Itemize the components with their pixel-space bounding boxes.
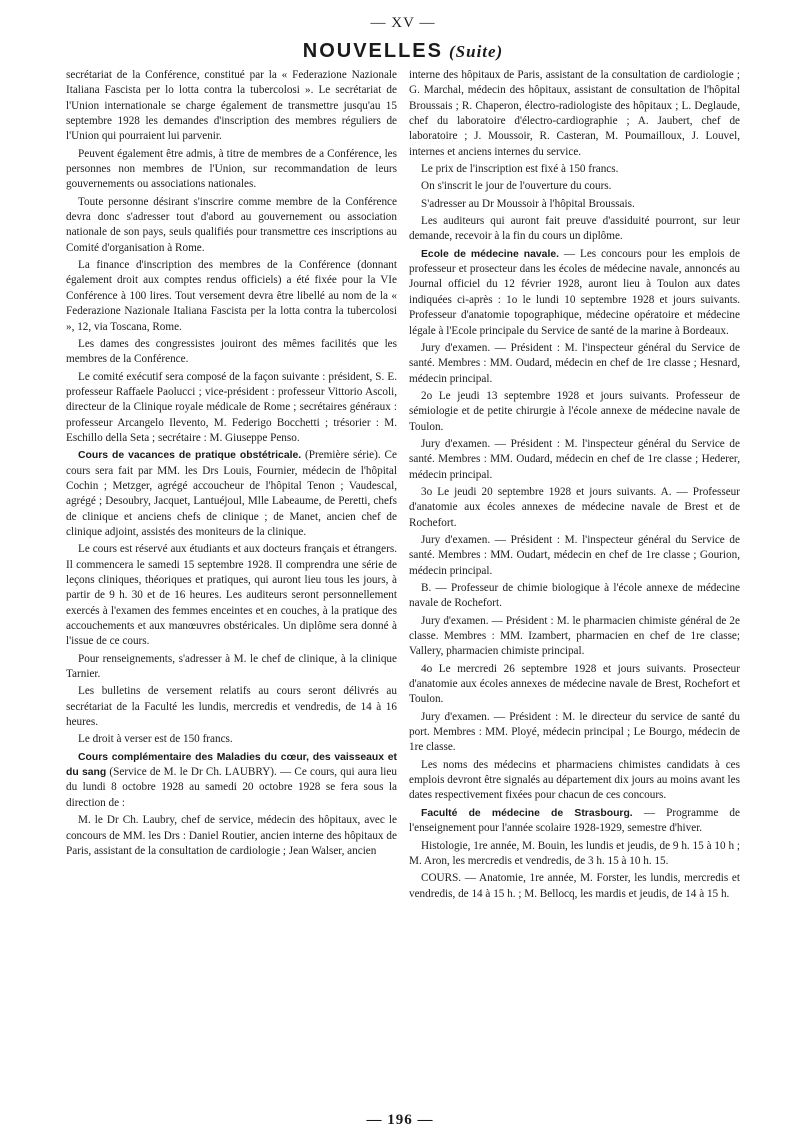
running-header: — XV — [370, 15, 436, 31]
paragraph [409, 179, 740, 194]
paragraph-text: Jury d'examen. — Président : M. l'inspecteur général du Service de santé. Membres : MM. Oudard, médecin en chef de 1re classe ; Hederer, médecin principal. [409, 437, 740, 481]
paragraph [409, 389, 740, 435]
paragraph-heading: Cours de vacances de pratique obstétricale. [78, 450, 302, 462]
two-column-body [66, 68, 740, 904]
paragraph-text: Jury d'examen. — Président : M. le directeur du service de santé du port. Membres : MM. Ployé, médecin principal ; Le Bourgo, médecin de 1re classe. [409, 710, 740, 754]
paragraph [66, 370, 397, 447]
paragraph-text: COURS. — Anatomie, 1re année, M. Forster, les lundis, mercredis et vendredis, de 14 à 15 h. ; M. Bellocq, les mardis et jeudis, de 14 à 15 h. [409, 872, 740, 900]
paragraph [409, 437, 740, 483]
paragraph-text: Le prix de l'inscription est fixé à 150 francs. [421, 163, 619, 176]
paragraph-text: 4o Le mercredi 26 septembre 1928 et jours suivants. Prosecteur d'anatomie aux écoles annexes de médecine navale de Brest, Rochefort et Toulon. [409, 662, 740, 706]
paragraph [409, 162, 740, 177]
paragraph [409, 806, 740, 837]
paragraph [409, 197, 740, 212]
paragraph-text: — Programme de l'enseignement pour l'année scolaire 1928-1929, semestre d'hiver. [409, 806, 740, 835]
paragraph-text: Les bulletins de versement relatifs au cours seront délivrés au secrétariat de la Faculté les lundis, mercredis et vendredis, de 14 à 16 heures. [66, 685, 397, 729]
paragraph-heading: Cours complémentaire des Maladies du cœur, des vaisseaux et du sang [66, 751, 397, 779]
paragraph [409, 758, 740, 804]
paragraph-text: La finance d'inscription des membres de la Conférence (donnant également droit aux comptes rendus officiels) a été fixée pour la VIe Conférence à 100 lires. Tout versement devra être libellé au nom de la « Federazione Nazionale Italiana Fascista per la lotta contra la tubercolosi », 12, via Toscana, Rome. [66, 259, 397, 333]
paragraph [66, 813, 397, 859]
section-title [66, 36, 740, 66]
paragraph-text: Jury d'examen. — Président : M. le pharmacien chimiste général de 2e classe. Membres : MM. Izambert, pharmacien en chef de 1re classe; Vallery, pharmacien chimiste principal. [409, 614, 740, 658]
paragraph [409, 710, 740, 756]
paragraph [66, 448, 397, 540]
paragraph [409, 662, 740, 708]
paragraph [409, 68, 740, 160]
section-title-main: NOUVELLES [302, 40, 443, 62]
paragraph-text: (Service de M. le Dr Ch. LAUBRY). — Ce cours, qui aura lieu du lundi 8 octobre 1928 au samedi 20 octobre 1928 se fera sous la direction de : [66, 766, 397, 809]
paragraph [409, 341, 740, 387]
paragraph [66, 652, 397, 683]
paragraph-text: Jury d'examen. — Président : M. l'inspecteur général du Service de santé. Membres : MM. Oudart, médecin en chef de 1re classe ; Gourion, médecin principal. [409, 533, 740, 577]
right-column [409, 68, 740, 904]
paragraph-text: 3o Le jeudi 20 septembre 1928 et jours suivants. A. — Professeur d'anatomie aux écoles annexes de médecine navale de Brest et de Rochefort. [409, 485, 740, 529]
paragraph [66, 147, 397, 193]
paragraph [66, 337, 397, 368]
paragraph-text: Histologie, 1re année, M. Bouin, les lundis et jeudis, de 9 h. 15 à 10 h ; M. Aron, les mercredis et vendredis, de 3 h. 15 à 10 h. 15. [409, 839, 740, 867]
paragraph [409, 533, 740, 579]
paragraph [66, 195, 397, 256]
paragraph-text: S'adresser au Dr Moussoir à l'hôpital Broussais. [421, 197, 635, 210]
paragraph-text: Le comité exécutif sera composé de la façon suivante : président, S. E. professeur Raffaele Paolucci ; vice-président : professeur Vittorio Ascoli, directeur de la Clinique royale médicale de Rome ; secrétaires généraux : professeur Arcangelo Ilevento, M. Federigo Bocchetti ; trésorier : M. Eschillo della Seta ; secrétaire : M. Giuseppe Penso. [66, 370, 397, 444]
paragraph-text: On s'inscrit le jour de l'ouverture du cours. [421, 180, 612, 193]
paragraph [66, 732, 397, 747]
page-number: — 196 — [366, 1112, 434, 1128]
paragraph-text: interne des hôpitaux de Paris, assistant de la consultation de cardiologie ; G. Marchal, médecin des hôpitaux, assistant de consultation de l'hôpital Broussais ; R. Chaperon, électro-radiologiste des hôpitaux ; L. Deglaude, chef du laboratoire d'électro-cardiographie ; A. Jaubert, chef de laboratoire ; J. Moussoir, R. Casteran, M. Poumailloux, J. Louvel, internes et anciens internes du service. [409, 69, 740, 158]
paragraph-text: Le droit à verser est de 150 francs. [78, 733, 233, 746]
paragraph-text: Le cours est réservé aux étudiants et aux docteurs français et étrangers. Il commencera le samedi 15 septembre 1928. Il comprendra une série de leçons cliniques, théoriques et pratiques, qui auront lieu tous les jours, à partir de 9 h. 30 et de 16 heures. Les auditeurs seront personnellement exercés à l'examen des femmes enceintes et en couches, à la pratique des accouchements et aux manœuvres obstéricales. Un diplôme sera donné à l'issue de ce cours. [66, 543, 397, 648]
paragraph-heading: Ecole de médecine navale. [421, 248, 560, 260]
paragraph-text: Toute personne désirant s'inscrire comme membre de la Conférence devra donc s'adresser tout d'abord au gouvernement ou association nationale de son pays, seuls qualifiés pour transmettre ces inscriptions au Comité d'organisation à Rome. [66, 195, 397, 254]
paragraph-text: M. le Dr Ch. Laubry, chef de service, médecin des hôpitaux, avec le concours de MM. les Drs : Daniel Routier, ancien interne des hôpitaux de Paris, assistant de la consultation de cardiologie ; Jean Walser, ancien [66, 814, 397, 857]
paragraph [409, 871, 740, 902]
paragraph [66, 258, 397, 335]
paragraph [66, 68, 397, 145]
paragraph-text: (Première série). Ce cours sera fait par MM. les Drs Louis, Fournier, médecin de l'hôpital Cochin ; Metzger, agrégé accoucheur de l'hôpital Tenon ; Vaudescal, agrégé ; Desoubry, Jacquet, Lantuéjoul, Mlle Labeaume, de Peretti, chefs de clinique et anciens chefs de clinique ; de Manet, ancien chef de clinique adjoint, assistés des moniteurs de la clinique. [66, 449, 397, 538]
paragraph-text: Jury d'examen. — Président : M. l'inspecteur général du Service de santé. Membres : MM. Oudard, médecin en chef de 1re classe ; Hesnard, médecin principal. [409, 341, 740, 385]
paragraph-text: Peuvent également être admis, à titre de membres de a Conférence, les personnes non membres de l'Union, sur recommandation de leurs gouvernements ou associations nationales. [66, 147, 397, 191]
paragraph [409, 247, 740, 339]
paragraph-text: Les auditeurs qui auront fait preuve d'assiduité pourront, sur leur demande, recevoir à la fin du cours un diplôme. [409, 215, 740, 243]
paragraph [66, 542, 397, 649]
paragraph [409, 614, 740, 660]
paragraph-text: — Les concours pour les emplois de professeur et prosecteur dans les écoles de médecine navale, annoncés au Journal officiel du 12 février 1928, auront lieu à Toulon aux dates indiquées ci-après : 1o le lundi 10 septembre 1928 et jours suivants. Professeur d'anatomie topographique, médecine opératoire et médecine légale à l'Ecole principale du Service de santé de la marine à Bordeaux. [409, 247, 740, 337]
left-column [66, 68, 397, 904]
paragraph-text: Les dames des congressistes jouiront des mêmes facilités que les membres de la Conférence. [66, 337, 397, 366]
paragraph-text: B. — Professeur de chimie biologique à l'école annexe de médecine navale de Rochefort. [409, 582, 740, 610]
paragraph [409, 581, 740, 612]
paragraph-heading: Faculté de médecine de Strasbourg. [421, 807, 633, 819]
paragraph-text: 2o Le jeudi 13 septembre 1928 et jours suivants. Professeur de sémiologie et de petite chirurgie à l'école annexe de médecine navale de Toulon. [409, 389, 740, 433]
section-title-suffix: (Suite) [449, 42, 504, 61]
paragraph [409, 214, 740, 245]
paragraph-text: Pour renseignements, s'adresser à M. le chef de clinique, à la clinique Tarnier. [66, 652, 397, 681]
paragraph-text: secrétariat de la Conférence, constitué par la « Federazione Nazionale Italiana Fascista per lo lotta contra la tubercolosi ». Le secrétariat de l'Union internationale se charge également de transmettre jusqu'au 15 septembre 1928 les demandes d'inscription des membres réguliers de l'Union qui pourraient lui parvenir. [66, 69, 397, 143]
paragraph [66, 750, 397, 811]
paragraph-text: Les noms des médecins et pharmaciens chimistes candidats à ces emplois devront être signalés au département dix jours au moins avant les dates respectivement fixées pour chacun de ces concours. [409, 758, 740, 802]
paragraph [409, 485, 740, 531]
paragraph [409, 839, 740, 870]
paragraph [66, 684, 397, 730]
